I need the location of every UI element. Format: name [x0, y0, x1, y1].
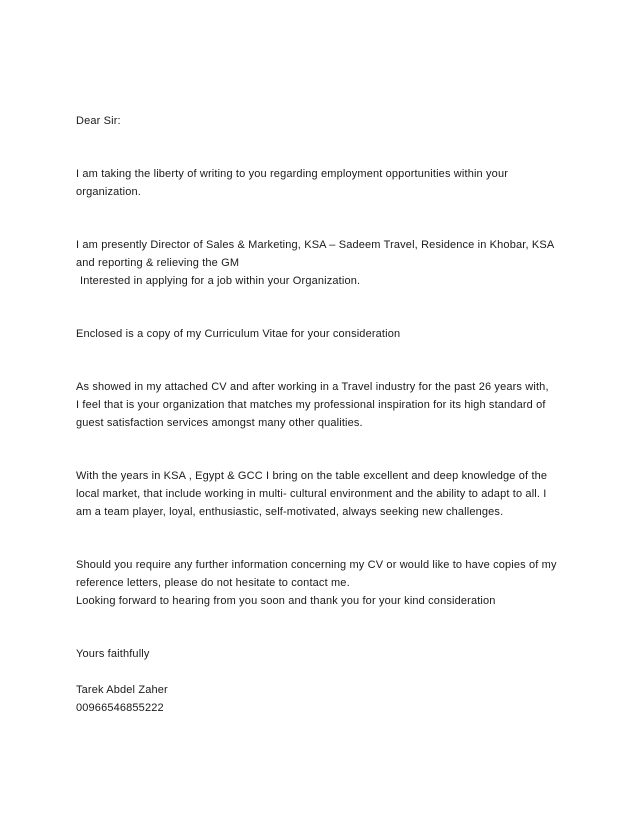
paragraph-skills [76, 467, 596, 521]
closing [76, 645, 596, 663]
paragraph-line: and reporting & relieving the GM [76, 257, 240, 269]
paragraph-line: I feel that is your organization that matches my professional inspiration for its high standard of [76, 399, 546, 411]
cover-letter [76, 112, 596, 717]
paragraph-line: As showed in my attached CV and after working in a Travel industry for the past 26 years with, [76, 381, 549, 393]
paragraph-line: Interested in applying for a job within your Organization. [80, 275, 361, 287]
paragraph-closing-remark [76, 592, 596, 610]
paragraph-line: With the years in KSA , Egypt & GCC I bring on the table excellent and deep knowledge of the [76, 470, 548, 482]
signature-block [76, 681, 596, 717]
paragraph-line: Enclosed is a copy of my Curriculum Vitae for your consideration [76, 328, 401, 340]
salutation [76, 112, 596, 130]
paragraph-line: guest satisfaction services amongst many other qualities. [76, 417, 363, 429]
paragraph-line: local market, that include working in multi- cultural environment and the ability to adapt to all. I [76, 488, 547, 500]
paragraph-line: Should you require any further information concerning my CV or would like to have copies of my [76, 559, 557, 571]
paragraph-line: I am taking the liberty of writing to you regarding employment opportunities within your [76, 168, 509, 180]
paragraph-line: am a team player, loyal, enthusiastic, self-motivated, always seeking new challenges. [76, 506, 504, 518]
paragraph-further-info [76, 556, 596, 592]
signer-name: Tarek Abdel Zaher [76, 684, 168, 696]
paragraph-intro [76, 165, 596, 201]
salutation-text: Dear Sir: [76, 115, 121, 127]
paragraph-line: I am presently Director of Sales & Marketing, KSA – Sadeem Travel, Residence in Khobar, KSA [76, 239, 555, 251]
paragraph-line: organization. [76, 186, 141, 198]
paragraph-line: reference letters, please do not hesitate to contact me. [76, 577, 350, 589]
paragraph-enclosure [76, 325, 596, 343]
paragraph-current-position [76, 236, 596, 290]
signer-phone: 00966546855222 [76, 702, 164, 714]
paragraph-line: Looking forward to hearing from you soon and thank you for your kind consideration [76, 595, 496, 607]
paragraph-experience [76, 378, 596, 432]
closing-text: Yours faithfully [76, 648, 150, 660]
